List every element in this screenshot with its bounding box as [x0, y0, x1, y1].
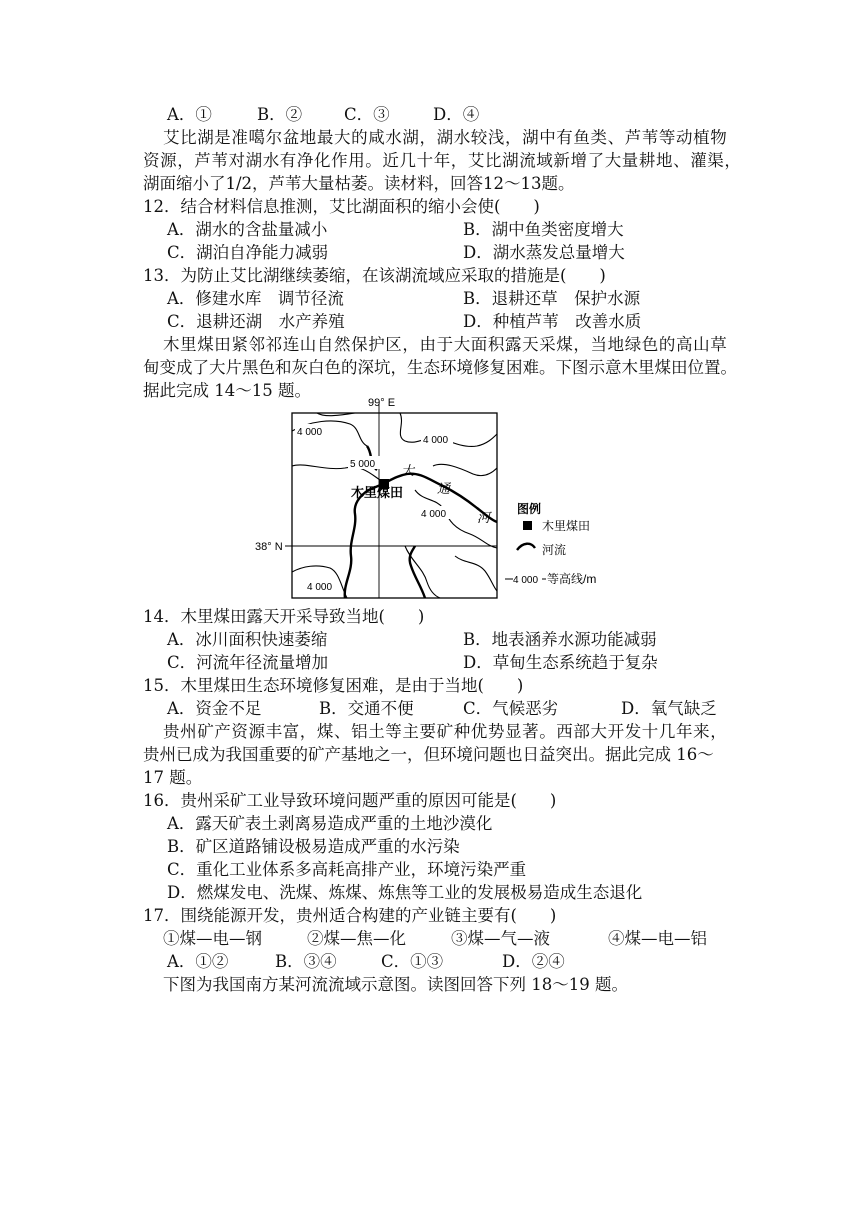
passage3-line3: 17 题。 [143, 768, 203, 787]
contour-label: 4 000 [307, 582, 333, 593]
q12-stem: 12．结合材料信息推测，艾比湖面积的缩小会使( ) [143, 197, 540, 216]
q15-option-c: C．气候恶劣 [463, 699, 559, 718]
river-char: 大 [401, 463, 415, 478]
q14-stem: 14．木里煤田露天开采导致当地( ) [143, 607, 425, 626]
q15-option-b: B．交通不便 [319, 699, 414, 718]
q17-item-2: ②煤—焦—化 [307, 929, 406, 948]
q13-option-c: C．退耕还湖 水产养殖 [167, 312, 345, 331]
contour-lines [292, 413, 497, 598]
contour-label: 4 000 [421, 509, 447, 520]
contour-line [433, 464, 497, 475]
closing-instruction: 下图为我国南方某河流流域示意图。读图回答下列 18～19 题。 [163, 975, 628, 994]
passage2-line2: 甸变成了大片黑色和灰白色的深坑，生态环境修复困难。下图示意木里煤田位置。 [143, 358, 737, 377]
passage1-line2: 资源，芦苇对湖水有净化作用。近几十年，艾比湖流域新增了大量耕地、灌渠， [143, 151, 742, 170]
legend-contour-value: 4 000 [513, 575, 539, 586]
legend-river-icon [517, 544, 535, 550]
passage1-line3: 湖面缩小了1/2，芦苇大量枯萎。读材料，回答12～13题。 [143, 174, 575, 193]
q16-option-b: B．矿区道路铺设极易造成严重的水污染 [167, 837, 460, 856]
q12-option-b: B．湖中鱼类密度增大 [463, 220, 624, 239]
muli-coalfield-map [255, 396, 635, 602]
coalfield-label: 木里煤田 [351, 485, 404, 500]
passage2-line1: 木里煤田紧邻祁连山自然保护区，由于大面积露天采煤，当地绿色的高山草 [163, 335, 728, 354]
q17-item-1: ①煤—电—钢 [163, 929, 262, 948]
q13-option-b: B．退耕还草 保护水源 [463, 289, 641, 308]
q16-option-c: C．重化工业体系多高耗高排产业，环境污染严重 [167, 860, 527, 879]
legend-item-contour: 等高线/m [547, 572, 597, 586]
q11-option-a: A．① [167, 105, 212, 124]
q12-option-c: C．湖泊自净能力减弱 [167, 243, 329, 262]
q15-stem: 15．木里煤田生态环境修复困难，是由于当地( ) [143, 676, 524, 695]
q17-option-d: D．②④ [502, 952, 565, 971]
contour-label: 4 000 [423, 435, 449, 446]
q17-option-a: A．①② [167, 952, 229, 971]
q16-option-a: A．露天矿表土剥离易造成严重的土地沙漠化 [167, 814, 493, 833]
q11-option-b: B．② [257, 105, 303, 124]
q11-option-d: D．④ [433, 105, 480, 124]
q12-option-d: D．湖水蒸发总量增大 [463, 243, 625, 262]
q15-option-d: D．氧气缺乏 [621, 699, 717, 718]
lat-label: 38° N [255, 541, 283, 553]
contour-label: 5 000 [350, 459, 376, 470]
q14-option-a: A．冰川面积快速萎缩 [167, 630, 328, 649]
q17-stem: 17．围绕能源开发，贵州适合构建的产业链主要有( ) [143, 906, 557, 925]
passage2-line3: 据此完成 14～15 题。 [143, 381, 311, 400]
passage3-line2: 贵州已成为我国重要的矿产基地之一，但环境问题也日益突出。据此完成 16～ [143, 745, 714, 764]
passage3-line1: 贵州矿产资源丰富，煤、铝土等主要矿种优势显著。西部大开发十几年来， [163, 722, 728, 741]
q13-option-a: A．修建水库 调节径流 [167, 289, 344, 308]
contour-label: 4 000 [297, 427, 323, 438]
passage1-line1: 艾比湖是准噶尔盆地最大的咸水湖，湖水较浅，湖中有鱼类、芦苇等动植物 [163, 128, 728, 147]
q14-option-d: D．草甸生态系统趋于复杂 [463, 653, 658, 672]
q17-item-3: ③煤—气—液 [451, 929, 550, 948]
map-frame [292, 413, 497, 598]
q14-option-c: C．河流年径流量增加 [167, 653, 329, 672]
map-legend [505, 501, 596, 586]
q16-option-d: D．燃煤发电、洗煤、炼煤、炼焦等工业的发展极易造成生态退化 [167, 883, 643, 902]
q13-option-d: D．种植芦苇 改善水质 [463, 312, 642, 331]
river-char: 河 [477, 510, 491, 525]
q17-item-4: ④煤—电—铝 [608, 929, 707, 948]
contour-labels [295, 424, 453, 593]
q17-option-b: B．③④ [275, 952, 337, 971]
legend-item-river: 河流 [542, 543, 567, 557]
q13-stem: 13．为防止艾比湖继续萎缩，在该湖流域应采取的措施是( ) [143, 266, 606, 285]
q12-option-a: A．湖水的含盐量减小 [167, 220, 328, 239]
legend-item-coalfield: 木里煤田 [542, 519, 591, 533]
legend-coalfield-icon [523, 521, 532, 530]
q17-option-c: C．①③ [381, 952, 444, 971]
river-char: 通 [437, 481, 451, 496]
lon-label: 99° E [368, 397, 396, 409]
q14-option-b: B．地表涵养水源功能减弱 [463, 630, 657, 649]
q15-option-a: A．资金不足 [167, 699, 262, 718]
q11-option-c: C．③ [344, 105, 390, 124]
q16-stem: 16．贵州采矿工业导致环境问题严重的原因可能是( ) [143, 791, 557, 810]
contour-line [455, 556, 497, 591]
legend-title: 图例 [517, 502, 542, 516]
